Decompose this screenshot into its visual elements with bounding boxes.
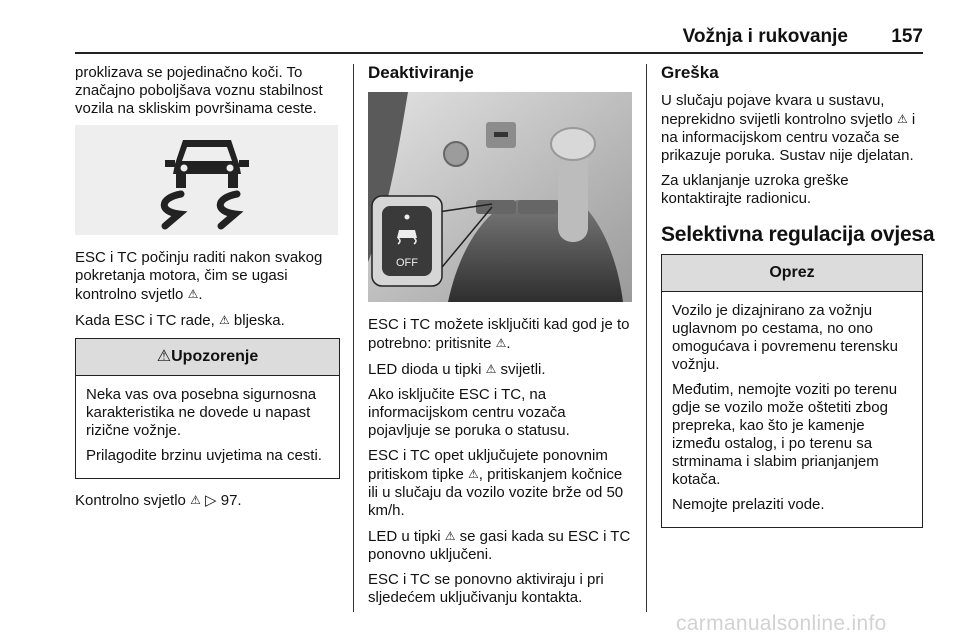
reactivation-paragraph: ESC i TC opet uključujete ponovnim pritiskom tipke ⚠, pritiskanjem kočnice ili u slučaju da vozilo vozite brže od 50 km/h.	[368, 447, 624, 519]
caution-text: Vozilo je dizajnirano za vožnju uglavnom po cestama, no ono omogućava i povremenu terensku vožnju.	[672, 302, 898, 373]
esc-indicator-illustration	[75, 125, 338, 235]
esc-off-icon: ⚠	[485, 362, 497, 376]
caution-header: Oprez	[662, 255, 922, 292]
caution-text: Nemojte prelaziti vode.	[672, 496, 825, 513]
warning-box	[75, 338, 340, 479]
page-reference-arrow-icon: ▷	[205, 492, 217, 509]
console-illustration	[368, 92, 632, 302]
esc-start-paragraph: ESC i TC počinju raditi nakon svakog pokretanja motora, čim se ugasi kontrolno svjetlo ⚠.	[75, 249, 323, 303]
esc-off-button-label: OFF	[396, 257, 418, 269]
esc-skid-icon: ⚠	[896, 112, 908, 126]
status-message-paragraph: Ako isključite ESC i TC, na informacijskom centru vozača pojavljuje se poruka o statusu.	[368, 386, 570, 439]
esc-off-button-photo	[368, 92, 632, 302]
caution-box	[661, 254, 923, 528]
column-divider	[353, 64, 354, 612]
warning-text: Neka vas ova posebna sigurnosna karakteristika ne dovede u napast rizične vožnje.	[86, 386, 317, 439]
intro-paragraph: proklizava se pojedinačno koči. To značajno poboljšava voznu stabilnost vozila na skliskim površinama ceste.	[75, 64, 323, 117]
column-right	[661, 63, 935, 540]
esc-skid-icon	[157, 130, 257, 230]
led-off-paragraph: LED u tipki ⚠ se gasi kada su ESC i TC ponovno uključeni.	[368, 528, 631, 563]
esc-skid-icon: ⚠	[218, 313, 230, 327]
led-on-paragraph: LED dioda u tipki ⚠ svijetli.	[368, 361, 546, 378]
column-left	[75, 64, 340, 517]
fault-paragraph: U slučaju pojave kvara u sustavu, neprekidno svijetli kontrolno svjetlo ⚠ i na informacijskom centru vozača se prikazuje poruka. Sustav nije djelatan.	[661, 92, 916, 164]
deactivation-paragraph: ESC i TC možete isključiti kad god je to potrebno: pritisnite ⚠.	[368, 316, 630, 352]
page-number: 157	[891, 26, 923, 47]
esc-off-icon: ⚠	[468, 467, 479, 481]
ignition-paragraph: ESC i TC se ponovno aktiviraju i pri sljedećem uključivanju kontakta.	[368, 571, 604, 606]
warning-header: ⚠Upozorenje	[76, 339, 339, 376]
column-middle	[368, 64, 632, 614]
section-title-suspension: Selektivna regulacija ovjesa	[661, 223, 935, 246]
esc-off-icon: ⚠	[495, 336, 507, 350]
section-heading-fault: Greška	[661, 63, 719, 82]
section-heading-deactivation: Deaktiviranje	[368, 63, 474, 82]
watermark: carmanualsonline.info	[676, 612, 887, 635]
indicator-reference: Kontrolno svjetlo ⚠ ▷ 97.	[75, 492, 242, 509]
esc-skid-icon: ⚠	[187, 287, 199, 301]
esc-skid-icon: ⚠	[190, 493, 201, 507]
warning-text: Prilagodite brzinu uvjetima na cesti.	[86, 447, 322, 464]
chapter-title: Vožnja i rukovanje	[682, 26, 848, 47]
warning-triangle-icon: ⚠	[156, 348, 172, 365]
column-divider	[646, 64, 647, 612]
esc-flash-paragraph: Kada ESC i TC rade, ⚠ bljeska.	[75, 312, 285, 329]
page-header	[75, 22, 923, 54]
esc-off-icon: ⚠	[444, 529, 456, 543]
workshop-paragraph: Za uklanjanje uzroka greške kontaktirajte radionicu.	[661, 172, 849, 207]
caution-text: Međutim, nemojte voziti po terenu gdje se vozilo može oštetiti zbog prepreka, kao što je kamenje između ostalog, i po terenu sa strminama i slabim prianjanjem kotača.	[672, 381, 898, 488]
